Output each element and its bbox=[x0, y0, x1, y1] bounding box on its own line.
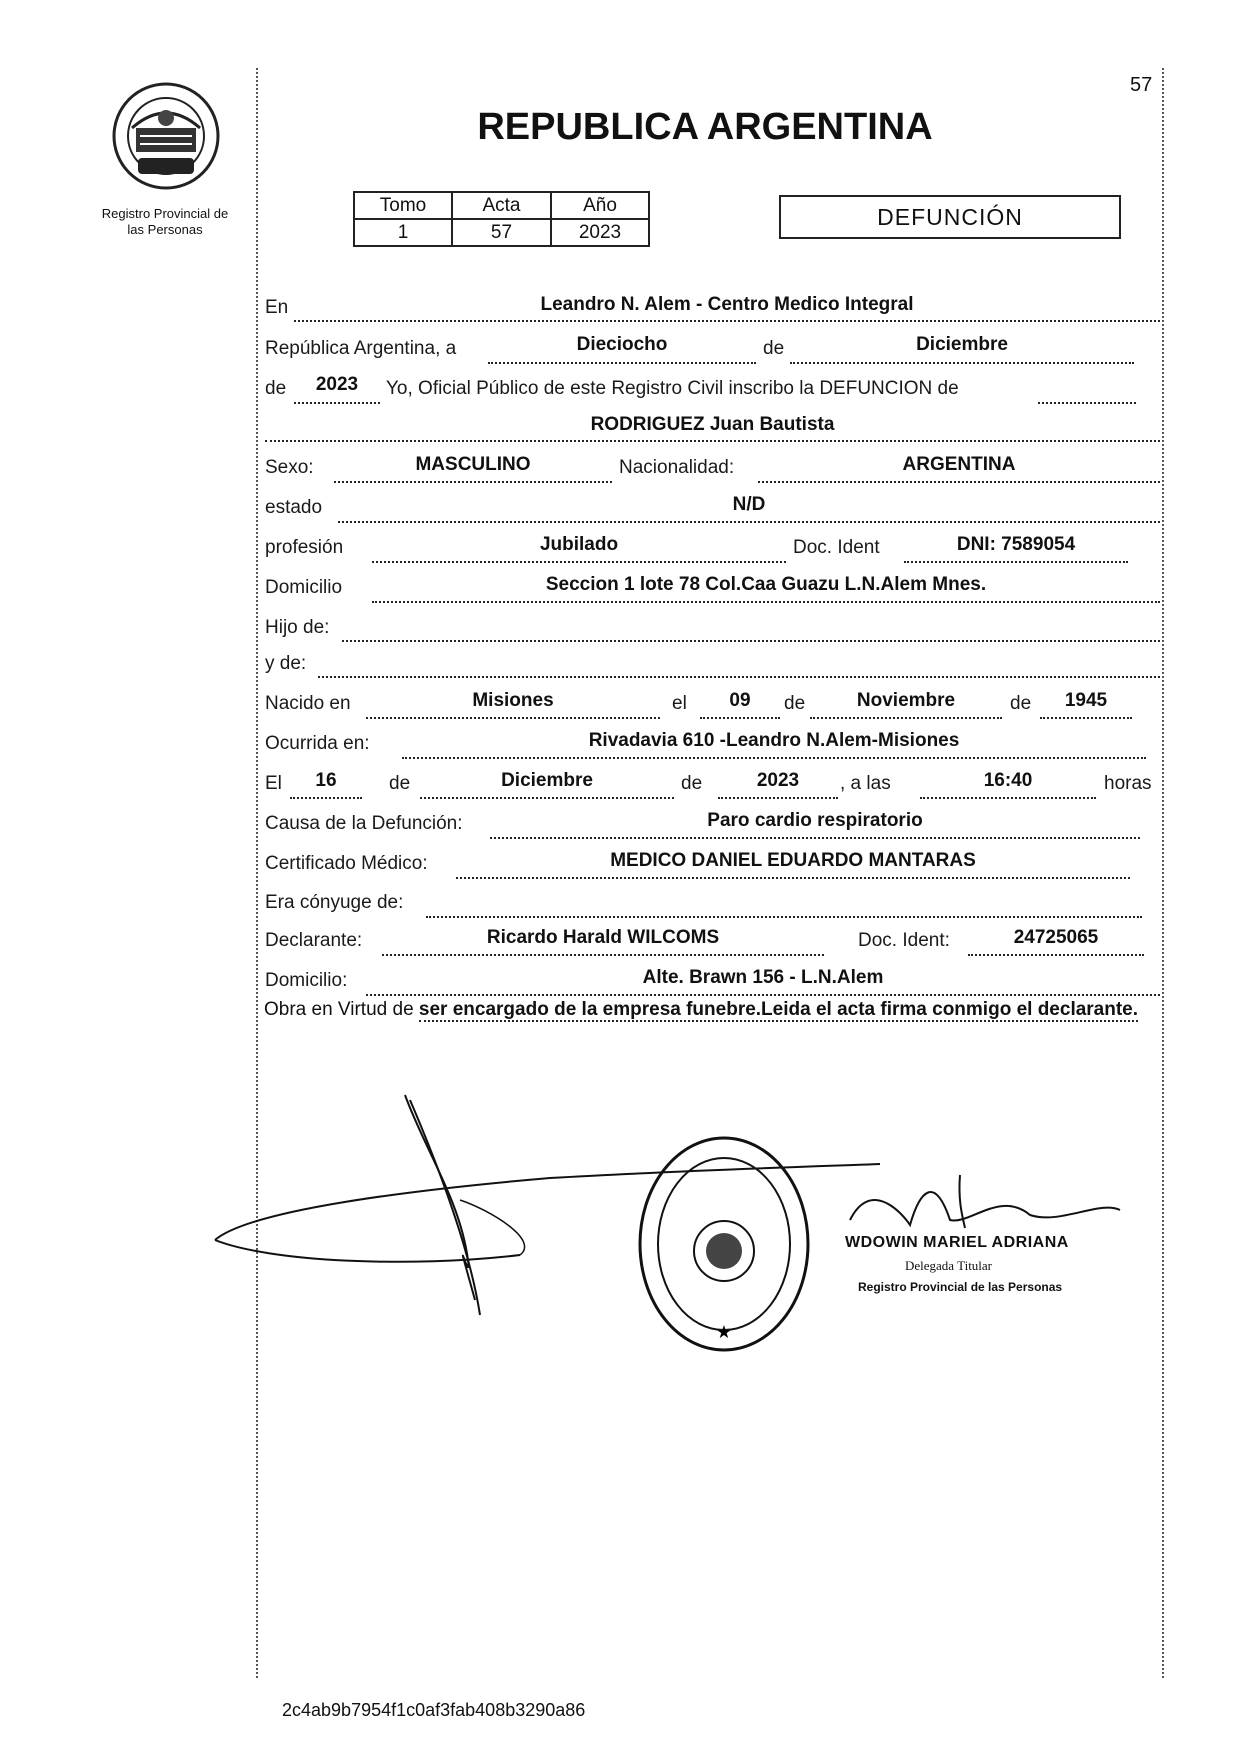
yo-trailing-dots bbox=[1038, 402, 1136, 404]
docident-value: DNI: 7589054 bbox=[956, 534, 1076, 555]
header-tomo: Tomo bbox=[354, 192, 452, 219]
record-type-box: DEFUNCIÓN bbox=[779, 195, 1121, 239]
domicilio-value: Seccion 1 lote 78 Col.Caa Guazu L.N.Alem Mnes. bbox=[545, 574, 987, 595]
officer-role: Delegada Titular bbox=[905, 1258, 993, 1273]
logo-caption-line1: Registro Provincial de bbox=[101, 206, 229, 221]
en-value: Leandro N. Alem - Centro Medico Integral bbox=[540, 294, 914, 315]
anio-dots bbox=[294, 402, 380, 404]
certificado-label: Certificado Médico: bbox=[265, 853, 428, 874]
dia-dots bbox=[488, 362, 756, 364]
anio-value: 2023 bbox=[315, 374, 359, 395]
fallec-hora-value: 16:40 bbox=[983, 770, 1033, 791]
domicilio2-dots bbox=[366, 994, 1160, 996]
en-label: En bbox=[265, 297, 289, 318]
officer-name: WDOWIN MARIEL ADRIANA bbox=[845, 1234, 1069, 1251]
officer-office: Registro Provincial de las Personas bbox=[858, 1280, 1063, 1294]
declarante-label: Declarante: bbox=[265, 930, 363, 951]
nombre-value: RODRIGUEZ Juan Bautista bbox=[590, 414, 835, 435]
causa-value: Paro cardio respiratorio bbox=[707, 810, 923, 831]
declarante-dots bbox=[382, 954, 824, 956]
certificado-value: MEDICO DANIEL EDUARDO MANTARAS bbox=[610, 850, 976, 871]
declarante-value: Ricardo Harald WILCOMS bbox=[486, 927, 720, 948]
ocurrida-label: Ocurrida en: bbox=[265, 733, 370, 754]
estado-dots bbox=[338, 521, 1160, 523]
nacido-lugar-dots bbox=[366, 717, 660, 719]
de2-label: de bbox=[265, 378, 287, 399]
seal-icon bbox=[110, 80, 222, 192]
record-table bbox=[353, 191, 650, 247]
domicilio-label: Domicilio bbox=[265, 577, 343, 598]
officer-signature bbox=[840, 1170, 1130, 1240]
page-title: REPUBLICA ARGENTINA bbox=[477, 106, 933, 148]
causa-dots bbox=[490, 837, 1140, 839]
de5-label: de bbox=[389, 773, 411, 794]
value-anio: 2023 bbox=[551, 219, 649, 246]
profesion-value: Jubilado bbox=[539, 534, 619, 555]
causa-label: Causa de la Defunción: bbox=[265, 813, 463, 834]
left-margin-line bbox=[256, 68, 258, 1678]
certificado-dots bbox=[456, 877, 1130, 879]
horas-label: horas bbox=[1104, 773, 1152, 794]
nacido-lugar-value: Misiones bbox=[472, 690, 554, 711]
nacido-mes-value: Noviembre bbox=[856, 690, 956, 711]
obra-value: ser encargado de la empresa funebre.Leida el acta firma conmigo el declarante. bbox=[418, 999, 1139, 1020]
domicilio2-value: Alte. Brawn 156 - L.N.Alem bbox=[642, 967, 884, 988]
nacido-anio-value: 1945 bbox=[1064, 690, 1108, 711]
profesion-label: profesión bbox=[265, 537, 344, 558]
fallec-anio-dots bbox=[718, 797, 838, 799]
document-hash: 2c4ab9b7954f1c0af3fab408b3290a86 bbox=[282, 1700, 586, 1720]
official-stamp bbox=[634, 1133, 814, 1355]
en-dots bbox=[294, 320, 1160, 322]
header-acta: Acta bbox=[452, 192, 551, 219]
svg-text:★: ★ bbox=[715, 1322, 733, 1343]
nombre-dots bbox=[265, 440, 1160, 442]
docident-label: Doc. Ident bbox=[793, 537, 880, 558]
mes-dots bbox=[790, 362, 1134, 364]
nacido-dia-dots bbox=[700, 717, 780, 719]
province-seal bbox=[110, 80, 222, 192]
yo-text: Yo, Oficial Público de este Registro Civil inscribo la DEFUNCION de bbox=[386, 378, 959, 399]
alas-label: , a las bbox=[840, 773, 891, 794]
hijo-dots bbox=[342, 640, 1160, 642]
fallec-mes-value: Diciembre bbox=[501, 770, 593, 791]
nacionalidad-value: ARGENTINA bbox=[902, 454, 1016, 475]
mes-value: Diciembre bbox=[916, 334, 1008, 355]
docident2-label: Doc. Ident: bbox=[858, 930, 950, 951]
sexo-dots bbox=[334, 481, 612, 483]
fallec-anio-value: 2023 bbox=[756, 770, 800, 791]
profesion-dots bbox=[372, 561, 786, 563]
hijo-label: Hijo de: bbox=[265, 617, 330, 638]
stamp-text bbox=[650, 1230, 651, 1231]
de-label: de bbox=[763, 338, 785, 359]
header-anio: Año bbox=[551, 192, 649, 219]
right-margin-line bbox=[1162, 68, 1164, 1678]
ocurrida-value: Rivadavia 610 -Leandro N.Alem-Misiones bbox=[588, 730, 960, 751]
de4-label: de bbox=[1010, 693, 1032, 714]
el2-label: El bbox=[265, 773, 282, 794]
sexo-value: MASCULINO bbox=[415, 454, 531, 475]
domicilio2-label: Domicilio: bbox=[265, 970, 348, 991]
fallec-dia-value: 16 bbox=[315, 770, 337, 791]
de6-label: de bbox=[681, 773, 703, 794]
docident2-dots bbox=[968, 954, 1144, 956]
conyuge-label: Era cónyuge de: bbox=[265, 892, 404, 913]
conyuge-dots bbox=[426, 916, 1142, 918]
nacido-label: Nacido en bbox=[265, 693, 351, 714]
yde-label: y de: bbox=[265, 653, 307, 674]
dia-value: Dieciocho bbox=[576, 334, 668, 355]
fallec-dia-dots bbox=[290, 797, 362, 799]
sexo-label: Sexo: bbox=[265, 457, 314, 478]
nacionalidad-label: Nacionalidad: bbox=[619, 457, 735, 478]
ocurrida-dots bbox=[402, 757, 1146, 759]
obra-paragraph bbox=[264, 997, 1160, 1022]
de3-label: de bbox=[784, 693, 806, 714]
docident-dots bbox=[904, 561, 1128, 563]
fallec-hora-dots bbox=[920, 797, 1096, 799]
obra-label: Obra en Virtud de bbox=[264, 999, 414, 1020]
estado-value: N/D bbox=[732, 494, 766, 515]
value-tomo: 1 bbox=[354, 219, 452, 246]
domicilio-dots bbox=[372, 601, 1160, 603]
yde-dots bbox=[318, 676, 1160, 678]
republica-label: República Argentina, a bbox=[265, 338, 457, 359]
docident2-value: 24725065 bbox=[1013, 927, 1099, 948]
seal-text bbox=[118, 172, 218, 173]
fallec-mes-dots bbox=[420, 797, 674, 799]
page-number: 57 bbox=[1130, 74, 1153, 96]
logo-caption-line2: las Personas bbox=[127, 222, 203, 237]
nacido-mes-dots bbox=[810, 717, 1002, 719]
estado-label: estado bbox=[265, 497, 323, 518]
nacionalidad-dots bbox=[758, 481, 1160, 483]
el-label: el bbox=[672, 693, 687, 714]
value-acta: 57 bbox=[452, 219, 551, 246]
nacido-dia-value: 09 bbox=[729, 690, 751, 711]
nacido-anio-dots bbox=[1040, 717, 1132, 719]
